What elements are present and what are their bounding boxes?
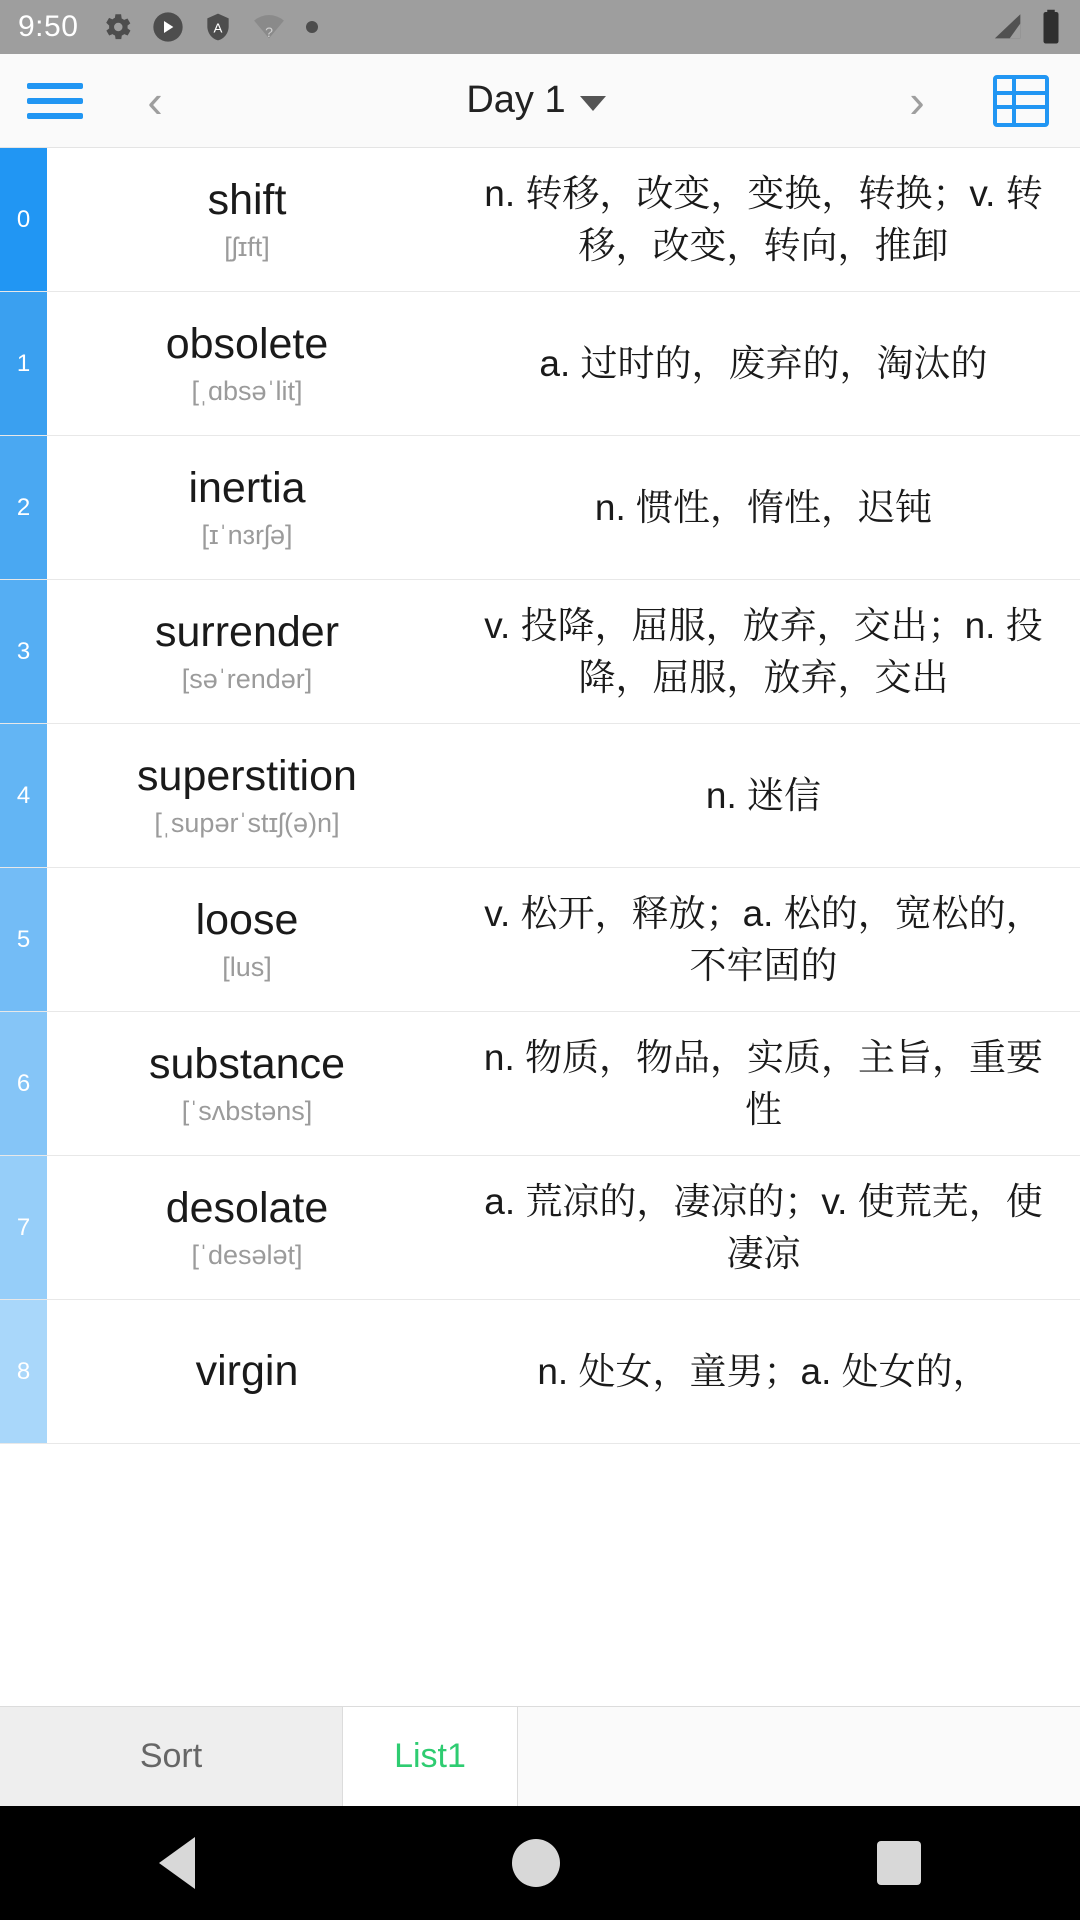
table-row[interactable] bbox=[0, 1156, 1080, 1300]
chevron-down-icon bbox=[580, 96, 606, 111]
app-bar bbox=[0, 54, 1080, 148]
list-view-icon bbox=[993, 75, 1049, 127]
definition-cell[interactable] bbox=[447, 148, 1080, 291]
hamburger-menu-icon[interactable] bbox=[0, 83, 110, 119]
phonetic-text: [ʃɪft] bbox=[224, 231, 270, 262]
definition-cell[interactable] bbox=[447, 580, 1080, 723]
back-icon[interactable] bbox=[159, 1837, 195, 1889]
shield-icon bbox=[202, 11, 234, 43]
svg-text:A: A bbox=[213, 20, 223, 36]
row-index: 0 bbox=[0, 148, 47, 291]
table-row[interactable] bbox=[0, 1300, 1080, 1444]
word-list[interactable] bbox=[0, 148, 1080, 1920]
definition-cell[interactable] bbox=[447, 1300, 1080, 1443]
status-bar bbox=[0, 0, 1080, 54]
definition-text: v. 松开，释放；a. 松的，宽松的，不牢固的 bbox=[484, 893, 1043, 986]
row-index: 1 bbox=[0, 292, 47, 435]
home-icon[interactable] bbox=[512, 1839, 560, 1887]
row-index: 6 bbox=[0, 1012, 47, 1155]
phonetic-text: [ˈsʌbstəns] bbox=[181, 1095, 313, 1126]
table-row[interactable] bbox=[0, 148, 1080, 292]
word-text: surrender bbox=[154, 608, 340, 657]
phonetic-text: [lus] bbox=[222, 951, 272, 982]
word-text: loose bbox=[195, 896, 299, 945]
definition-cell[interactable] bbox=[447, 1012, 1080, 1155]
table-row[interactable] bbox=[0, 724, 1080, 868]
word-text: desolate bbox=[165, 1184, 329, 1233]
android-nav-bar bbox=[0, 1806, 1080, 1920]
word-text: inertia bbox=[188, 464, 306, 513]
status-icons-right bbox=[992, 9, 1062, 45]
table-row[interactable] bbox=[0, 868, 1080, 1012]
table-row[interactable] bbox=[0, 1012, 1080, 1156]
row-index: 7 bbox=[0, 1156, 47, 1299]
definition-cell[interactable] bbox=[447, 1156, 1080, 1299]
definition-text: a. 荒凉的，凄凉的；v. 使荒芜，使凄凉 bbox=[484, 1181, 1043, 1274]
row-index: 8 bbox=[0, 1300, 47, 1443]
word-text: shift bbox=[207, 176, 287, 225]
bottom-tab-bar bbox=[0, 1706, 1080, 1806]
row-index: 3 bbox=[0, 580, 47, 723]
phonetic-text: [ˌsupərˈstɪʃ(ə)n] bbox=[154, 807, 340, 838]
tab-list1[interactable]: List1 bbox=[343, 1707, 518, 1806]
word-text: substance bbox=[148, 1040, 346, 1089]
status-clock: 9:50 bbox=[18, 10, 79, 43]
battery-icon bbox=[1040, 9, 1062, 45]
table-row[interactable] bbox=[0, 436, 1080, 580]
definition-cell[interactable] bbox=[447, 436, 1080, 579]
previous-day-button[interactable]: ‹ bbox=[147, 74, 163, 127]
definition-cell[interactable] bbox=[447, 868, 1080, 1011]
phonetic-text: [ˈdesələt] bbox=[191, 1239, 303, 1270]
word-cell[interactable] bbox=[47, 868, 447, 1011]
row-index: 4 bbox=[0, 724, 47, 867]
word-cell[interactable] bbox=[47, 292, 447, 435]
page-title: Day 1 bbox=[466, 79, 566, 121]
gear-icon bbox=[100, 10, 134, 44]
word-cell[interactable] bbox=[47, 436, 447, 579]
row-index: 5 bbox=[0, 868, 47, 1011]
definition-cell[interactable] bbox=[447, 724, 1080, 867]
phonetic-text: [ˌɑbsəˈlit] bbox=[191, 375, 303, 406]
list-view-button[interactable] bbox=[962, 75, 1080, 127]
tab-bar-filler bbox=[518, 1707, 1080, 1806]
status-icons-left bbox=[100, 10, 320, 44]
definition-text: n. 处女，童男；a. 处女的， bbox=[537, 1350, 990, 1392]
svg-text:?: ? bbox=[265, 24, 274, 41]
word-cell[interactable] bbox=[47, 1012, 447, 1155]
day-selector[interactable] bbox=[200, 79, 872, 122]
phonetic-text: [ɪˈnɜrʃə] bbox=[201, 519, 293, 550]
word-text: superstition bbox=[137, 752, 357, 801]
word-text: obsolete bbox=[165, 320, 329, 369]
phonetic-text: [səˈrendər] bbox=[181, 663, 313, 694]
next-day-button[interactable]: › bbox=[909, 74, 925, 127]
signal-icon bbox=[992, 10, 1026, 44]
row-index: 2 bbox=[0, 436, 47, 579]
wifi-question-icon bbox=[252, 10, 286, 44]
definition-text: a. 过时的，废弃的，淘汰的 bbox=[539, 342, 988, 384]
word-cell[interactable] bbox=[47, 148, 447, 291]
definition-text: n. 惯性，惰性，迟钝 bbox=[594, 486, 933, 528]
word-cell[interactable] bbox=[47, 580, 447, 723]
definition-cell[interactable] bbox=[447, 292, 1080, 435]
definition-text: n. 物质，物品，实质，主旨，重要性 bbox=[483, 1037, 1044, 1130]
dot-icon bbox=[304, 19, 320, 35]
word-cell[interactable] bbox=[47, 724, 447, 867]
play-store-icon bbox=[152, 11, 184, 43]
word-text: virgin bbox=[195, 1346, 299, 1395]
word-cell[interactable] bbox=[47, 1300, 447, 1443]
tab-sort[interactable]: Sort bbox=[0, 1707, 343, 1806]
table-row[interactable] bbox=[0, 580, 1080, 724]
word-cell[interactable] bbox=[47, 1156, 447, 1299]
definition-text: n. 迷信 bbox=[705, 774, 822, 816]
table-row[interactable] bbox=[0, 292, 1080, 436]
definition-text: v. 投降，屈服，放弃，交出；n. 投降，屈服，放弃，交出 bbox=[484, 605, 1043, 698]
recents-icon[interactable] bbox=[877, 1841, 921, 1885]
definition-text: n. 转移，改变，变换，转换；v. 转移，改变，转向，推卸 bbox=[484, 173, 1043, 266]
